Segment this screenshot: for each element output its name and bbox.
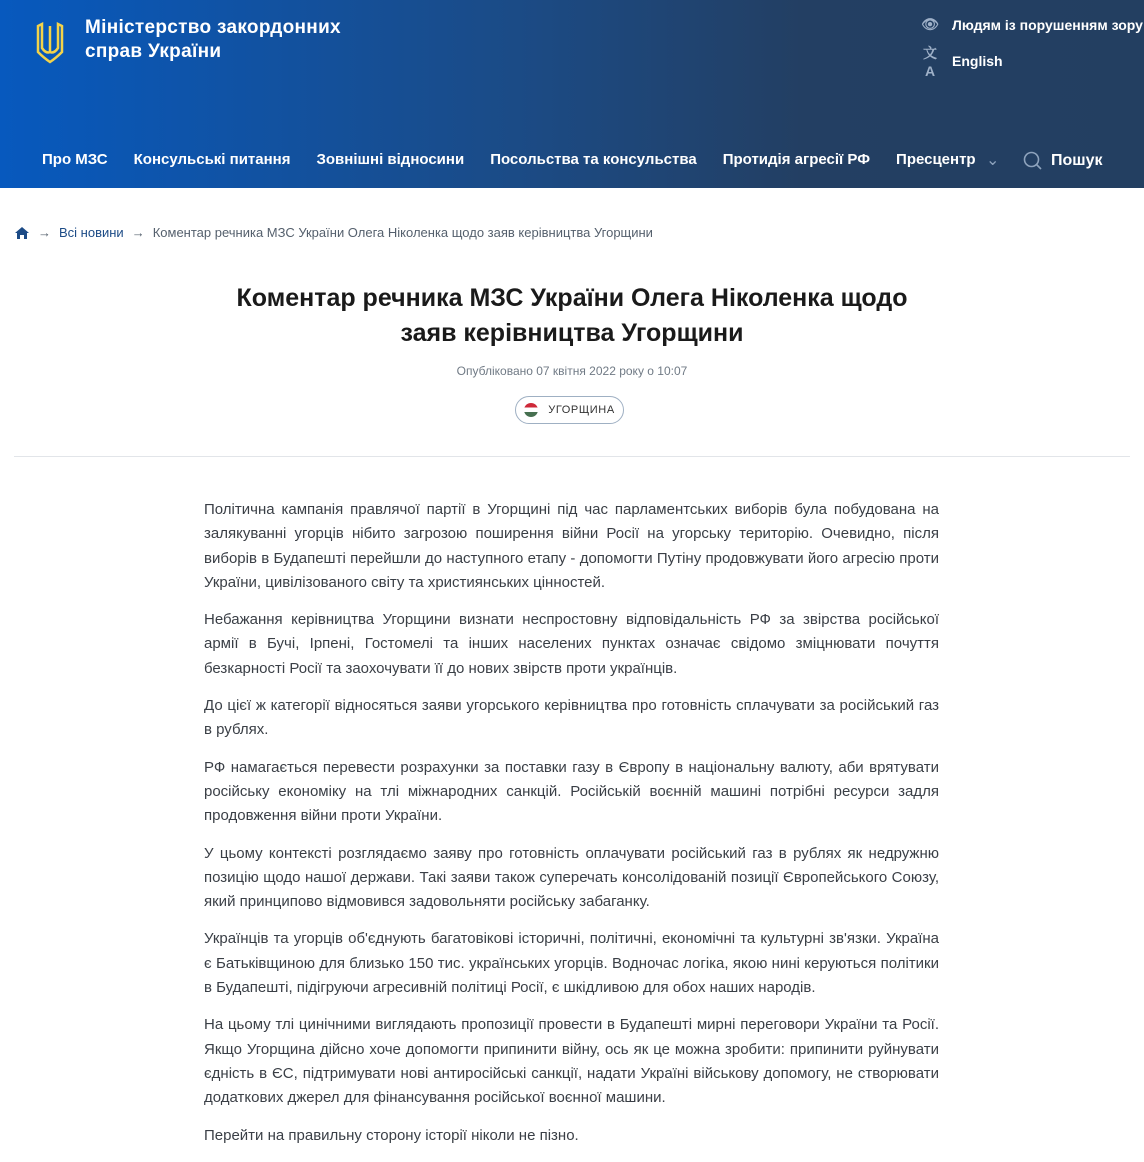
- language-link[interactable]: [920, 43, 1003, 79]
- nav-item-foreign-relations[interactable]: Зовнішні відносини: [316, 151, 465, 168]
- nav-item-press[interactable]: Пресцентр: [896, 151, 976, 168]
- trident-logo-icon[interactable]: [36, 22, 64, 64]
- paragraph: Небажання керівництва Угорщини визнати неспростовну відповідальність РФ за звірства російської армії в Бучі, Ірпені, Гостомелі та інших населених пунктах означає свідомо зміцнювати почуття безкарності Росії та заохочувати її до нових звірств проти українців.: [204, 611, 939, 677]
- article-body: [204, 498, 939, 1161]
- paragraph: На цьому тлі цинічними виглядають пропозиції провести в Будапешті мирні переговори України та Росії. Якщо Угорщина дійсно хоче допомогти припинити війну, ось як це можна зробити: припинити руйнувати єдність в ЄС, підтримувати нові антиросійські санкції, надати Україні військову допомогу, не створювати додаткових джерел для фінансування російської воєнної машини.: [204, 1016, 939, 1107]
- search-icon: [1023, 151, 1043, 171]
- eye-icon: 👁: [921, 16, 939, 32]
- nav-item-counter-aggression[interactable]: Протидія агресії РФ: [722, 151, 871, 168]
- paragraph: Українців та угорців об'єднують багатовікові історичні, політичні, економічні та культурні зв'язки. Україна є Батьківщиною для близько 150 тис. українських угорців. Водночас логіка, якою нині керуються політики в Будапешті, підігруючи агресивній політиці Росії, є шкідливою для обох наших народів.: [204, 930, 939, 997]
- hungary-flag-icon: [524, 403, 538, 417]
- paragraph: Перейти на правильну сторону історії ніколи не пізно.: [204, 1126, 579, 1144]
- translate-icon: 文A: [923, 45, 937, 79]
- site-title-line1: Міністерство закордонних: [85, 17, 341, 38]
- breadcrumb-current: Коментар речника МЗС України Олега Ніколенка щодо заяв керівництва Угорщини: [152, 225, 653, 240]
- nav-item-consular[interactable]: Консульські питання: [133, 151, 291, 168]
- accessibility-label: Людям із порушенням зору: [952, 16, 1143, 33]
- nav-item-embassies[interactable]: Посольства та консульства: [490, 151, 697, 168]
- article-title: Коментар речника МЗС України Олега Ніколенка щодо заяв керівництва Угорщини: [236, 284, 908, 347]
- main-nav: [42, 151, 976, 168]
- site-title-line2: справ України: [85, 41, 222, 62]
- breadcrumb: [14, 225, 653, 240]
- arrow-right-icon: →: [38, 225, 51, 240]
- site-title[interactable]: [85, 16, 341, 64]
- country-tag[interactable]: [515, 396, 624, 424]
- published-date: Опубліковано 07 квітня 2022 року о 10:07: [456, 364, 688, 378]
- paragraph: До цієї ж категорії відносяться заяви угорського керівництва про готовність сплачувати за російський газ в рублях.: [204, 697, 939, 739]
- site-header: [0, 0, 1144, 188]
- home-icon[interactable]: [14, 226, 30, 240]
- arrow-right-icon: →: [131, 225, 145, 240]
- paragraph: Політична кампанія правлячої партії в Угорщині під час парламентських виборів була побудована на залякуванні угорців нібито загрозою поширення війни Росії на угорську територію. Очевидно, після виборів в Будапешті перейшли до наступного етапу - допомогти Путіну продовжувати його агресію проти України, цивілізованого світу та християнських цінностей.: [204, 501, 939, 591]
- chevron-down-icon[interactable]: ⌄: [986, 152, 1000, 169]
- breadcrumb-all-news[interactable]: Всі новини: [59, 225, 124, 240]
- nav-item-about[interactable]: Про МЗС: [42, 151, 108, 168]
- paragraph: У цьому контексті розглядаємо заяву про готовність оплачувати російський газ в рублях як недружню позицію щодо нашої держави. Такі заяви також суперечать консолідованій позиції Європейського Союзу, який принципово відмовився задовольняти російську забаганку.: [204, 844, 939, 911]
- tag-label: УГОРЩИНА: [548, 404, 615, 416]
- divider: [14, 456, 1130, 457]
- search-button[interactable]: [1023, 151, 1103, 171]
- paragraph: РФ намагається перевести розрахунки за поставки газу в Європу в національну валюту, аби врятувати російську економіку на тлі міжнародних санкцій. Російській воєнній машині потрібні ресурси задля продовження війни проти України.: [204, 758, 939, 825]
- accessibility-link[interactable]: [920, 16, 1143, 33]
- search-label: Пошук: [1051, 152, 1103, 169]
- language-label: English: [952, 53, 1003, 69]
